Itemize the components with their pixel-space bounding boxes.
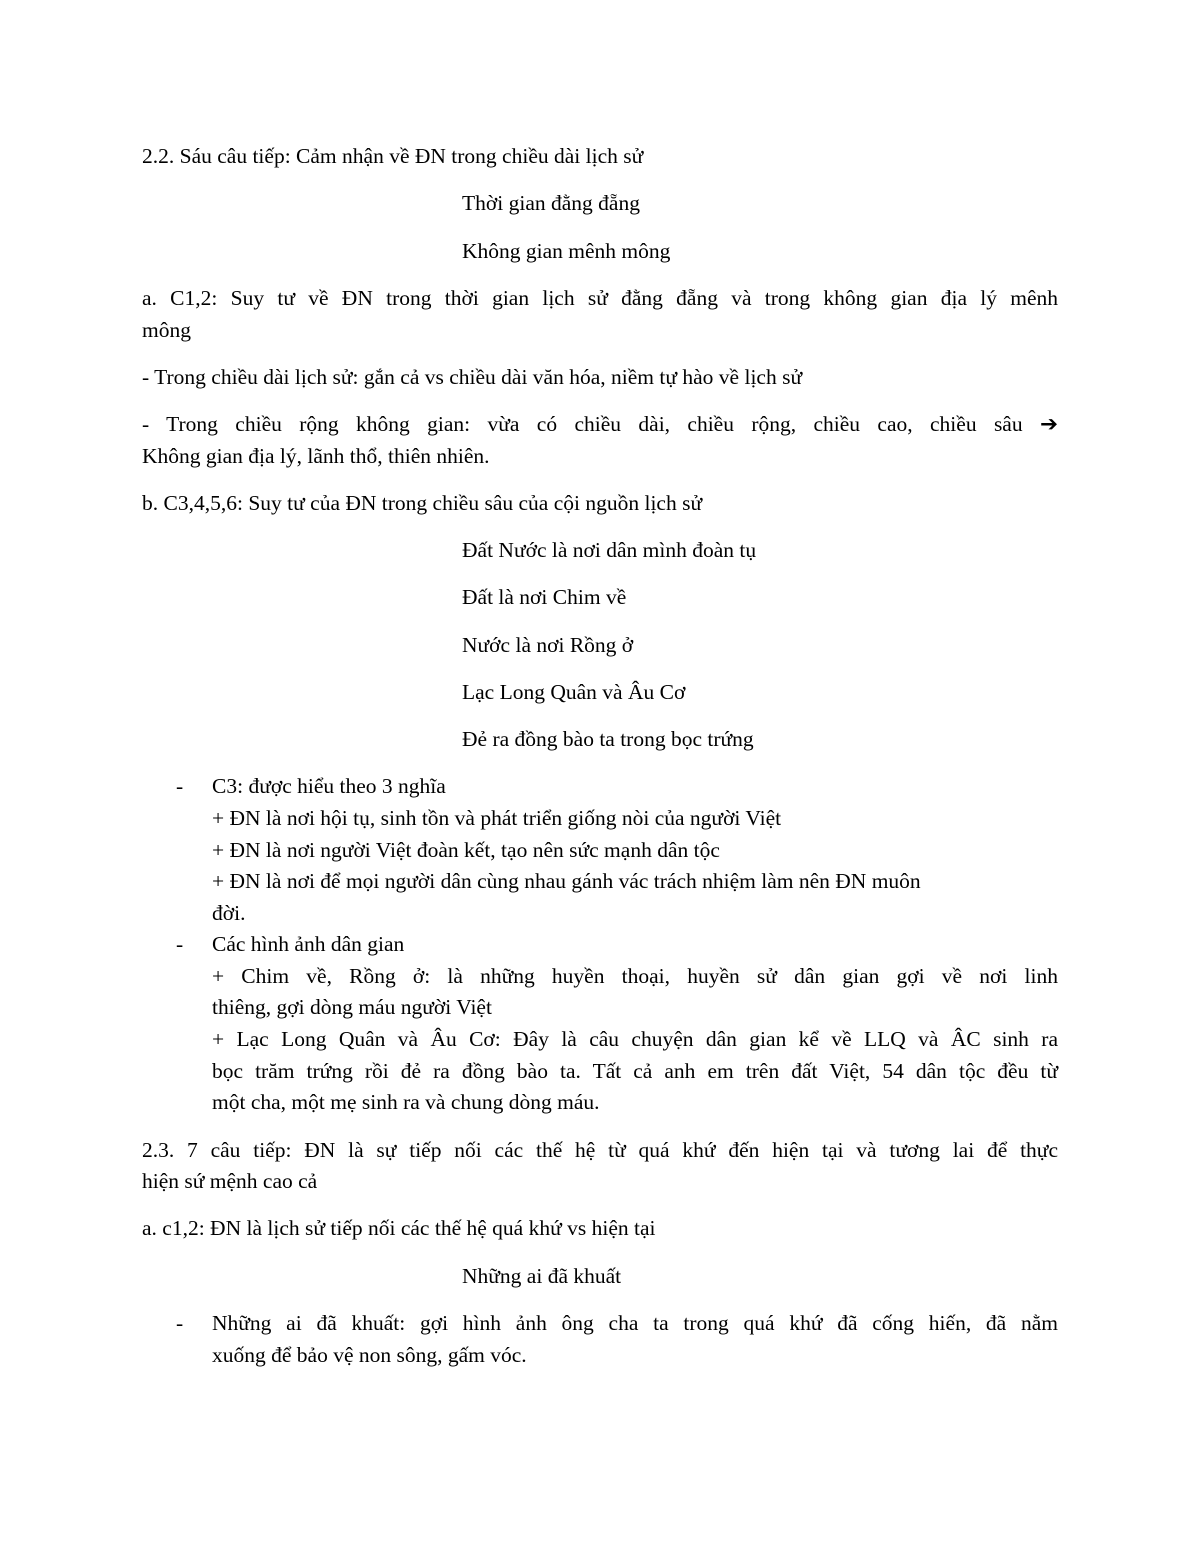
bullet-marker: -: [176, 1311, 184, 1335]
subsection-a-title: a. C1,2: Suy tư về ĐN trong thời gian lịch sử đằng đẵng và trong không gian địa lý mênh: [142, 286, 1058, 310]
verse-line: Đẻ ra đồng bào ta trong bọc trứng: [462, 727, 754, 751]
section-2-3-heading-cont: hiện sứ mệnh cao cả: [142, 1169, 318, 1193]
bullet-subpoint: + ĐN là nơi người Việt đoàn kết, tạo nên sức mạnh dân tộc: [212, 838, 720, 862]
bullet-subpoint-cont: thiêng, gợi dòng máu người Việt: [212, 995, 492, 1019]
bullet-subpoint: + Chim về, Rồng ở: là những huyền thoại, huyền sử dân gian gợi về nơi linh: [212, 964, 1058, 988]
paragraph-cont: Không gian địa lý, lãnh thổ, thiên nhiên.: [142, 444, 490, 468]
subsection-a-title: a. c1,2: ĐN là lịch sử tiếp nối các thế hệ quá khứ vs hiện tại: [142, 1216, 656, 1240]
bullet-text: Những ai đã khuất: gợi hình ảnh ông cha ta trong quá khứ đã cống hiến, đã nằm: [212, 1311, 1058, 1335]
verse-line: Đất là nơi Chim về: [462, 585, 627, 609]
bullet-subpoint: + Lạc Long Quân và Âu Cơ: Đây là câu chuyện dân gian kể về LLQ và ÂC sinh ra: [212, 1027, 1058, 1051]
subsection-b-title: b. C3,4,5,6: Suy tư của ĐN trong chiều sâu của cội nguồn lịch sử: [142, 491, 703, 515]
paragraph: - Trong chiều dài lịch sử: gắn cả vs chiều dài văn hóa, niềm tự hào về lịch sử: [142, 365, 803, 389]
bullet-subpoint: + ĐN là nơi hội tụ, sinh tồn và phát triển giống nòi của người Việt: [212, 806, 782, 830]
bullet-marker: -: [176, 932, 184, 956]
paragraph: - Trong chiều rộng không gian: vừa có chiều dài, chiều rộng, chiều cao, chiều sâu ➔: [142, 412, 1058, 436]
bullet-text-cont: xuống để bảo vệ non sông, gấm vóc.: [212, 1343, 527, 1367]
bullet-marker: -: [176, 774, 184, 798]
bullet-title: Các hình ảnh dân gian: [212, 932, 405, 956]
bullet-subpoint-cont: bọc trăm trứng rồi đẻ ra đồng bào ta. Tất cả anh em trên đất Việt, 54 dân tộc đều từ: [212, 1059, 1058, 1083]
verse-line: Nước là nơi Rồng ở: [462, 633, 634, 657]
verse-line: Đất Nước là nơi dân mình đoàn tụ: [462, 538, 757, 562]
verse-line: Không gian mênh mông: [462, 239, 671, 263]
section-2-2-heading: 2.2. Sáu câu tiếp: Cảm nhận về ĐN trong chiều dài lịch sử: [142, 144, 644, 168]
verse-line: Lạc Long Quân và Âu Cơ: [462, 680, 686, 704]
subsection-a-title-cont: mông: [142, 318, 191, 342]
bullet-subpoint: + ĐN là nơi để mọi người dân cùng nhau gánh vác trách nhiệm làm nên ĐN muôn: [212, 869, 921, 893]
bullet-title: C3: được hiểu theo 3 nghĩa: [212, 774, 446, 798]
bullet-subpoint-cont: một cha, một mẹ sinh ra và chung dòng máu.: [212, 1090, 600, 1114]
verse-line: Những ai đã khuất: [462, 1264, 622, 1288]
verse-line: Thời gian đằng đẵng: [462, 191, 640, 215]
bullet-subpoint-cont: đời.: [212, 901, 246, 925]
section-2-3-heading: 2.3. 7 câu tiếp: ĐN là sự tiếp nối các thế hệ từ quá khứ đến hiện tại và tương lai để thực: [142, 1138, 1058, 1162]
